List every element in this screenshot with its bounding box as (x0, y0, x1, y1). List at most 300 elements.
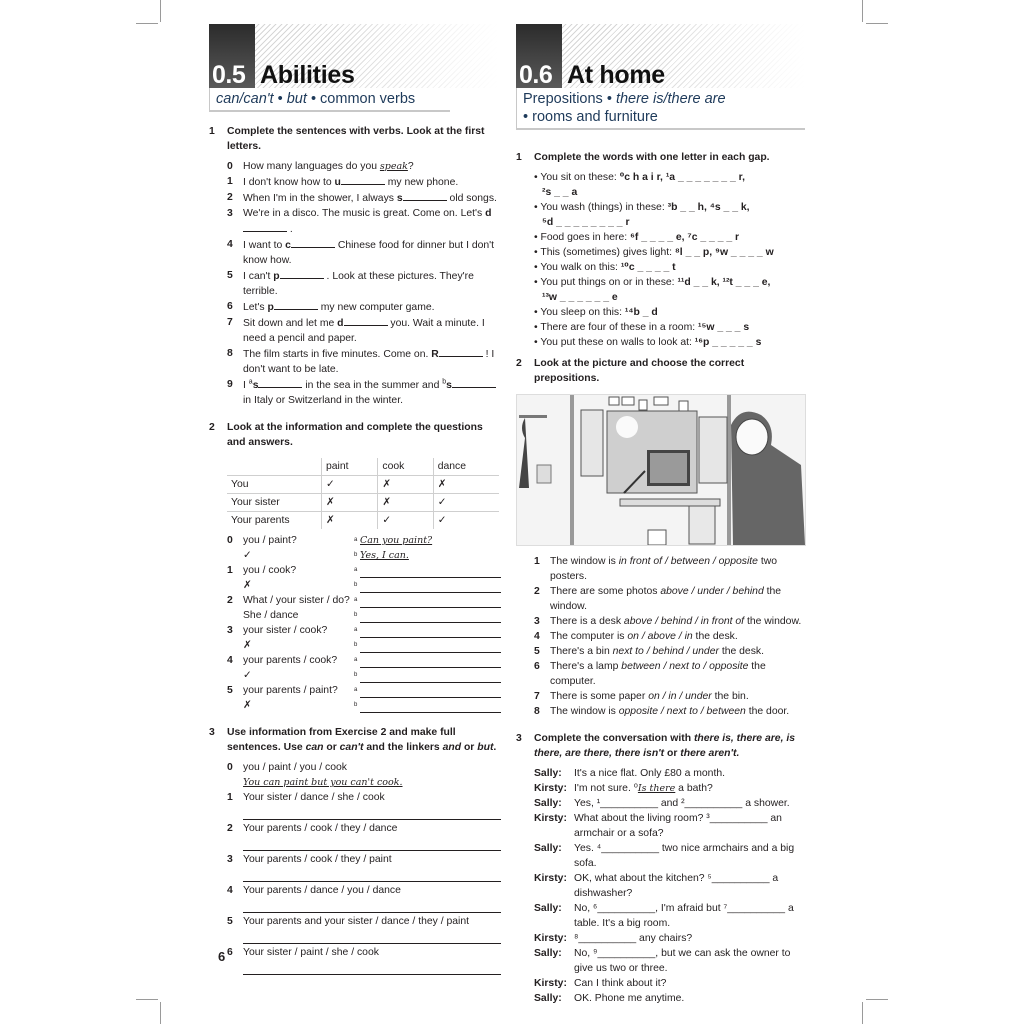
answer-label: b (354, 642, 358, 648)
sentence-prompt: Your parents and your sister / dance / they / paint (243, 916, 470, 927)
qa-row (209, 683, 501, 698)
item-text: Let's p my new computer game. (243, 299, 435, 315)
check-icon: ✓ (378, 512, 433, 530)
exercise-number: 2 (516, 358, 522, 369)
speaker: Kirsty: (534, 873, 567, 884)
subtitle-separator: • (523, 109, 529, 125)
question-prompt: ✗ (243, 700, 252, 711)
clue-text: You put things on or in these: (540, 277, 678, 288)
item-number (227, 638, 243, 653)
item-number: 0 (227, 161, 233, 172)
answer-field[interactable] (354, 653, 501, 668)
exercise-instruction: Complete the words with one letter in each gap. (534, 152, 770, 163)
sentence-prompt: Your parents / cook / they / paint (243, 854, 392, 865)
first-letter: R (431, 349, 439, 360)
speaker: Kirsty: (534, 783, 567, 794)
item-number: 1 (227, 176, 233, 187)
preposition-options[interactable]: on / in / under (648, 691, 712, 702)
crop-mark (866, 999, 888, 1000)
answer-field[interactable] (354, 683, 501, 698)
question-prompt: your sister / cook? (243, 625, 328, 636)
word-clue (534, 260, 808, 275)
keyword: can (305, 742, 324, 753)
table-row (227, 476, 499, 494)
preposition-options[interactable]: in front of / between / opposite (618, 556, 758, 567)
exercise-items (209, 159, 501, 408)
answer-label: a (354, 537, 358, 543)
exercise-item (227, 377, 501, 408)
row-label: You (227, 476, 322, 494)
item-text: The film starts in five minutes. Come on. R ! I don't want to be late. (243, 346, 501, 377)
table-header-cell (227, 458, 322, 476)
item-number: 2 (227, 595, 233, 606)
sentence-item (227, 914, 501, 929)
exercise-item (534, 629, 808, 644)
table-header-row (227, 458, 499, 476)
answer-blank[interactable] (341, 174, 385, 185)
unit-number: 0.6 (519, 61, 553, 89)
bullet-icon: • (534, 262, 541, 273)
item-number: 5 (534, 646, 540, 657)
exercise-item (534, 689, 808, 704)
dialogue-text: OK. Phone me anytime. (574, 993, 685, 1004)
answer-label: b (354, 672, 358, 678)
clue-text: You walk on this: (540, 262, 621, 273)
exercise-title (516, 731, 808, 761)
preposition-options[interactable]: above / under / behind (660, 586, 764, 597)
answer-blank[interactable] (243, 221, 287, 232)
sentence-item (227, 852, 501, 867)
answer-line[interactable] (243, 836, 501, 851)
answer-line[interactable] (360, 655, 501, 668)
answer-label: b (354, 702, 358, 708)
answer-blank[interactable] (274, 299, 318, 310)
dialogue-line (534, 991, 808, 1006)
answer-line[interactable] (243, 898, 501, 913)
word-gaps[interactable]: ³b _ _ h, ⁴s _ _ k, (667, 202, 750, 213)
answer-line[interactable] (243, 805, 501, 820)
qa-row (209, 578, 501, 593)
keyword: there aren't. (680, 748, 740, 759)
exercise-item (534, 704, 808, 719)
word-gaps[interactable]: ¹⁰c _ _ _ _ t (620, 262, 676, 273)
item-text: We're in a disco. The music is great. Come on. Let's d . (243, 208, 492, 235)
answer-label: a (354, 627, 358, 633)
sentence-item (227, 883, 501, 898)
dialogue-text: No, ⁶__________, I'm afraid but ⁷__________ a table. It's a big room. (574, 903, 794, 929)
cross-icon: ✗ (378, 476, 433, 494)
word-clue (534, 170, 808, 200)
crop-mark (136, 999, 158, 1000)
question-prompt: you / cook? (243, 565, 297, 576)
item-text: There is some paper on / in / under the bin. (550, 691, 749, 702)
item-number: 4 (227, 885, 233, 896)
answer-line[interactable] (360, 565, 501, 578)
question-prompt: ✗ (243, 580, 252, 591)
qa-row (209, 668, 501, 683)
question-prompt: ✓ (243, 550, 252, 561)
table-row (227, 494, 499, 512)
answer-line[interactable] (360, 700, 501, 713)
clue-text: This (sometimes) gives light: (540, 247, 675, 258)
word-gaps[interactable]: ¹¹d _ _ k, ¹²t _ _ _ e, (677, 277, 771, 288)
word-clue (534, 275, 808, 305)
answer-line[interactable] (360, 685, 501, 698)
exercise-item (227, 346, 501, 377)
dialogue-line (534, 796, 808, 811)
dialogue-text: ⁸__________ any chairs? (574, 933, 693, 944)
dialogue-text: What about the living room? ³__________ an armchair or a sofa? (574, 813, 782, 839)
exercise-item (534, 659, 808, 689)
answer-blank[interactable] (280, 268, 324, 279)
bullet-icon: • (534, 277, 541, 288)
item-number: 4 (534, 631, 540, 642)
word-gaps[interactable]: ²s _ _ a (542, 187, 578, 198)
item-number: 6 (227, 947, 233, 958)
item-number: 2 (534, 586, 540, 597)
preposition-options[interactable]: above / behind / in front of (623, 616, 745, 627)
first-letter: s (446, 380, 452, 391)
dialogue-text: OK, what about the kitchen? ⁵__________ a dishwasher? (574, 873, 779, 899)
answer-field (354, 533, 501, 548)
dialogue-line (534, 946, 808, 976)
answer-label: a (354, 597, 358, 603)
clue-text: You wash (things) in these: (540, 202, 668, 213)
table-header-cell: dance (433, 458, 499, 476)
item-number: 1 (227, 792, 233, 803)
cross-icon: ✗ (433, 476, 499, 494)
word-gaps[interactable]: ¹⁶p _ _ _ _ _ s (694, 337, 762, 348)
clue-text: You sleep on this: (540, 307, 625, 318)
item-text: I $^a$s in the sea in the summer and $^b$s in Italy or Switzerland in the winter. (243, 377, 501, 408)
item-text: There's a bin next to / behind / under the desk. (550, 646, 764, 657)
item-number: 5 (227, 916, 233, 927)
exercise-title (516, 150, 808, 165)
question-prompt: What / your sister / do? (243, 595, 350, 606)
unit-title: Abilities (260, 61, 355, 89)
exercise-title (209, 420, 501, 450)
unit-title: At home (567, 61, 665, 89)
qa-row (209, 563, 501, 578)
exercise-item (227, 159, 501, 174)
item-text: There is a desk above / behind / in front of the window. (550, 616, 802, 627)
exercise-instruction: Complete the conversation with there is, there are, is there, are there, there isn't or there aren't. (534, 733, 796, 759)
unit-subtitle (516, 88, 805, 130)
answer-line[interactable] (360, 625, 501, 638)
row-label: Your parents (227, 512, 322, 530)
answer-field[interactable] (354, 593, 501, 608)
example-answer: speak (379, 161, 408, 172)
sentence-item (227, 945, 501, 960)
exercise-item (534, 614, 808, 629)
subtitle-topic: rooms and furniture (532, 109, 658, 125)
crop-mark (160, 1002, 161, 1024)
bullet-icon: • (534, 322, 541, 333)
answer-label: b (354, 612, 358, 618)
item-text: I don't know how to u my new phone. (243, 174, 458, 190)
cross-icon: ✗ (322, 512, 378, 530)
item-number: 8 (534, 706, 540, 717)
exercise-item (534, 584, 808, 614)
unit-header (516, 24, 808, 88)
room-illustration-svg (517, 395, 805, 545)
item-number: 6 (534, 661, 540, 672)
row-label: Your sister (227, 494, 322, 512)
clue-text: Food goes in here: (540, 232, 631, 243)
unit-header (209, 24, 501, 88)
bullet-icon: • (534, 172, 541, 183)
speaker: Sally: (534, 948, 562, 959)
preposition-options[interactable]: opposite / next to / between (618, 706, 746, 717)
answer-label: a (354, 567, 358, 573)
example-answer: Yes, I can. (360, 550, 409, 561)
qa-row (209, 533, 501, 548)
bullet-icon: • (534, 202, 541, 213)
item-number (227, 578, 243, 593)
dialogue-line (534, 871, 808, 901)
exercise-item (227, 237, 501, 268)
subtitle-topic: common verbs (320, 91, 416, 107)
answer-line[interactable] (243, 960, 501, 975)
bullet-icon: • (534, 232, 541, 243)
answer-field[interactable] (354, 563, 501, 578)
item-text: There's a lamp between / next to / opposite the computer. (550, 661, 766, 687)
qa-row (209, 548, 501, 563)
sentence-item (227, 760, 501, 775)
item-text: I want to c Chinese food for dinner but I don't know how. (243, 237, 501, 268)
table-header-cell: paint (322, 458, 378, 476)
exercise-item (227, 299, 501, 315)
exercise-title (209, 725, 501, 755)
table-row (227, 512, 499, 530)
answer-field[interactable] (354, 623, 501, 638)
item-number: 0 (227, 762, 233, 773)
answer-field[interactable] (354, 608, 501, 623)
first-letter: u (334, 177, 341, 188)
speaker: Sally: (534, 768, 562, 779)
first-letter: p (273, 271, 280, 282)
room-illustration (516, 394, 806, 546)
crop-mark (160, 0, 161, 22)
question-prompt: ✗ (243, 640, 252, 651)
item-number: 4 (227, 655, 233, 666)
word-clue (534, 320, 808, 335)
exercise-item (227, 174, 501, 190)
answer-field[interactable] (354, 578, 501, 593)
page-number: 6 (218, 949, 226, 964)
speaker: Kirsty: (534, 933, 567, 944)
word-clue-list (516, 170, 808, 350)
speaker: Kirsty: (534, 813, 567, 824)
speaker: Sally: (534, 798, 562, 809)
clue-text: You sit on these: (540, 172, 620, 183)
dialogue-line (534, 781, 808, 796)
speaker: Sally: (534, 843, 562, 854)
word-gaps[interactable]: ⁶f _ _ _ _ e, ⁷c _ _ _ _ r (630, 232, 740, 243)
item-text: I can't p . Look at these pictures. They're terrible. (243, 268, 501, 299)
dialogue-text: Yes. ⁴__________ two nice armchairs and a big sofa. (574, 843, 795, 869)
answer-line[interactable] (243, 929, 501, 944)
answer-blank[interactable] (439, 346, 483, 357)
item-number: 5 (227, 685, 233, 696)
item-number: 7 (534, 691, 540, 702)
item-number: 6 (227, 301, 233, 312)
dialogue-line (534, 976, 808, 991)
answer-blank[interactable] (258, 377, 302, 388)
answer-blank[interactable] (291, 237, 335, 248)
exercise-instruction: Complete the sentences with verbs. Look at the first letters. (227, 126, 485, 152)
exercise-item (227, 206, 501, 237)
subtitle-topic: Prepositions (523, 91, 603, 107)
word-gaps[interactable]: ¹⁴b _ d (624, 307, 658, 318)
question-prompt: ✓ (243, 670, 252, 681)
item-number: 3 (227, 854, 233, 865)
item-number: 9 (227, 379, 233, 390)
dialogue-line (534, 766, 808, 781)
crop-mark (136, 23, 158, 24)
question-prompt: your parents / cook? (243, 655, 338, 666)
exercise-item (534, 644, 808, 659)
answer-blank[interactable] (403, 190, 447, 201)
word-gaps[interactable]: ¹³w _ _ _ _ _ _ e (542, 292, 618, 303)
question-prompt: She / dance (243, 610, 299, 621)
dialogue-text: Yes, ¹__________ and ²__________ a shower. (574, 798, 790, 809)
exercise-number: 3 (516, 733, 522, 744)
first-letter: d (337, 318, 344, 329)
exercise-number: 1 (209, 126, 215, 137)
speaker: Kirsty: (534, 978, 567, 989)
sentence-prompt: Your parents / dance / you / dance (243, 885, 401, 896)
word-clue (534, 245, 808, 260)
first-letter: s (252, 380, 259, 391)
dialogue-line (534, 931, 808, 946)
example-answer: Can you paint? (360, 535, 433, 546)
word-clue (534, 335, 808, 350)
unit-0-6 (516, 24, 808, 1006)
check-icon: ✓ (322, 476, 378, 494)
sentence-prompt: Your sister / paint / she / cook (243, 947, 379, 958)
exercise-item (227, 315, 501, 346)
answer-field[interactable] (354, 668, 501, 683)
item-number (227, 668, 243, 683)
exercise-number: 3 (209, 727, 215, 738)
answer-label: b (354, 552, 358, 558)
item-number: 3 (534, 616, 540, 627)
unit-subtitle (209, 88, 450, 112)
unit-number: 0.5 (212, 61, 246, 89)
answer-line[interactable] (360, 595, 501, 608)
word-clue (534, 305, 808, 320)
subtitle-topic: can/can't (216, 91, 274, 107)
answer-label: b (354, 582, 358, 588)
speaker: Sally: (534, 903, 562, 914)
item-number (227, 698, 243, 713)
answer-blank[interactable] (344, 315, 388, 326)
word-gaps[interactable]: ⁵d _ _ _ _ _ _ _ _ r (542, 217, 630, 228)
sentence-prompt: Your sister / dance / she / cook (243, 792, 385, 803)
sentence-item (227, 821, 501, 836)
preposition-options[interactable]: next to / behind / under (612, 646, 719, 657)
cross-icon: ✗ (378, 494, 433, 512)
dialogue-line (534, 811, 808, 841)
answer-line[interactable] (243, 867, 501, 882)
item-text: Sit down and let me d you. Wait a minute. I need a pencil and paper. (243, 315, 501, 346)
keyword: there is, there are, is there, are there, there isn't (534, 733, 796, 759)
item-text: There are some photos above / under / behind the window. (550, 586, 782, 612)
answer-blank[interactable] (452, 377, 496, 388)
item-number: 2 (227, 823, 233, 834)
item-number: 1 (534, 556, 540, 567)
answer-line[interactable] (360, 580, 501, 593)
item-number: 5 (227, 270, 233, 281)
item-number (227, 548, 243, 563)
answer-line[interactable] (360, 610, 501, 623)
answer-field[interactable] (354, 698, 501, 713)
item-text: The window is opposite / next to / between the door. (550, 706, 790, 717)
word-clue (534, 200, 808, 230)
qa-row (209, 593, 501, 608)
item-number: 1 (227, 565, 233, 576)
dialogue-line (534, 901, 808, 931)
qa-row (209, 698, 501, 713)
item-text: How many languages do you speak? (243, 161, 414, 172)
word-gaps[interactable]: ⁰c h a i r, ¹a _ _ _ _ _ _ _ r, (619, 172, 745, 183)
exercise-item (534, 554, 808, 584)
exercise-instruction: Look at the picture and choose the correct prepositions. (534, 358, 745, 384)
conversation (516, 766, 808, 1006)
bullet-icon: • (534, 307, 541, 318)
cross-icon: ✗ (322, 494, 378, 512)
first-letter: p (267, 302, 274, 313)
qa-row (209, 623, 501, 638)
answer-line[interactable] (360, 670, 501, 683)
sentence-prompt: you / paint / you / cook (243, 762, 347, 773)
word-gaps[interactable]: ¹⁵w _ _ _ s (698, 322, 750, 333)
exercise-instruction: Use information from Exercise 2 and make full sentences. Use can or can't and the linkers and or but. (227, 727, 497, 753)
example-answer: You can paint but you can't cook. (243, 777, 403, 788)
item-text: When I'm in the shower, I always s old songs. (243, 190, 497, 206)
preposition-items (516, 554, 808, 719)
item-text: The computer is on / above / in the desk. (550, 631, 738, 642)
item-text: The window is in front of / between / opposite two posters. (550, 556, 778, 582)
keyword: but (477, 742, 494, 753)
item-number: 3 (227, 208, 233, 219)
gap-label: a (248, 378, 253, 386)
word-gaps[interactable]: ⁸l _ _ p, ⁹w _ _ _ _ w (674, 247, 774, 258)
preposition-options[interactable]: between / next to / opposite (621, 661, 749, 672)
qa-row (209, 638, 501, 653)
first-letter: c (285, 240, 291, 251)
sentence-list (209, 760, 501, 975)
answer-label: a (354, 657, 358, 663)
exercise-number: 2 (209, 422, 215, 433)
answer-line[interactable] (360, 640, 501, 653)
question-prompt: you / paint? (243, 535, 297, 546)
answer-field[interactable] (354, 638, 501, 653)
preposition-options[interactable]: on / above / in (627, 631, 693, 642)
check-icon: ✓ (433, 512, 499, 530)
sentence-item (227, 790, 501, 805)
table-header-cell: cook (378, 458, 433, 476)
exercise-item (227, 268, 501, 299)
abilities-table (227, 458, 499, 529)
item-number: 4 (227, 239, 233, 250)
example-answer: Is there (637, 783, 676, 794)
crop-mark (862, 1002, 863, 1024)
subtitle-separator: • (310, 91, 317, 107)
answer-field (354, 548, 501, 563)
bullet-icon: • (534, 337, 541, 348)
